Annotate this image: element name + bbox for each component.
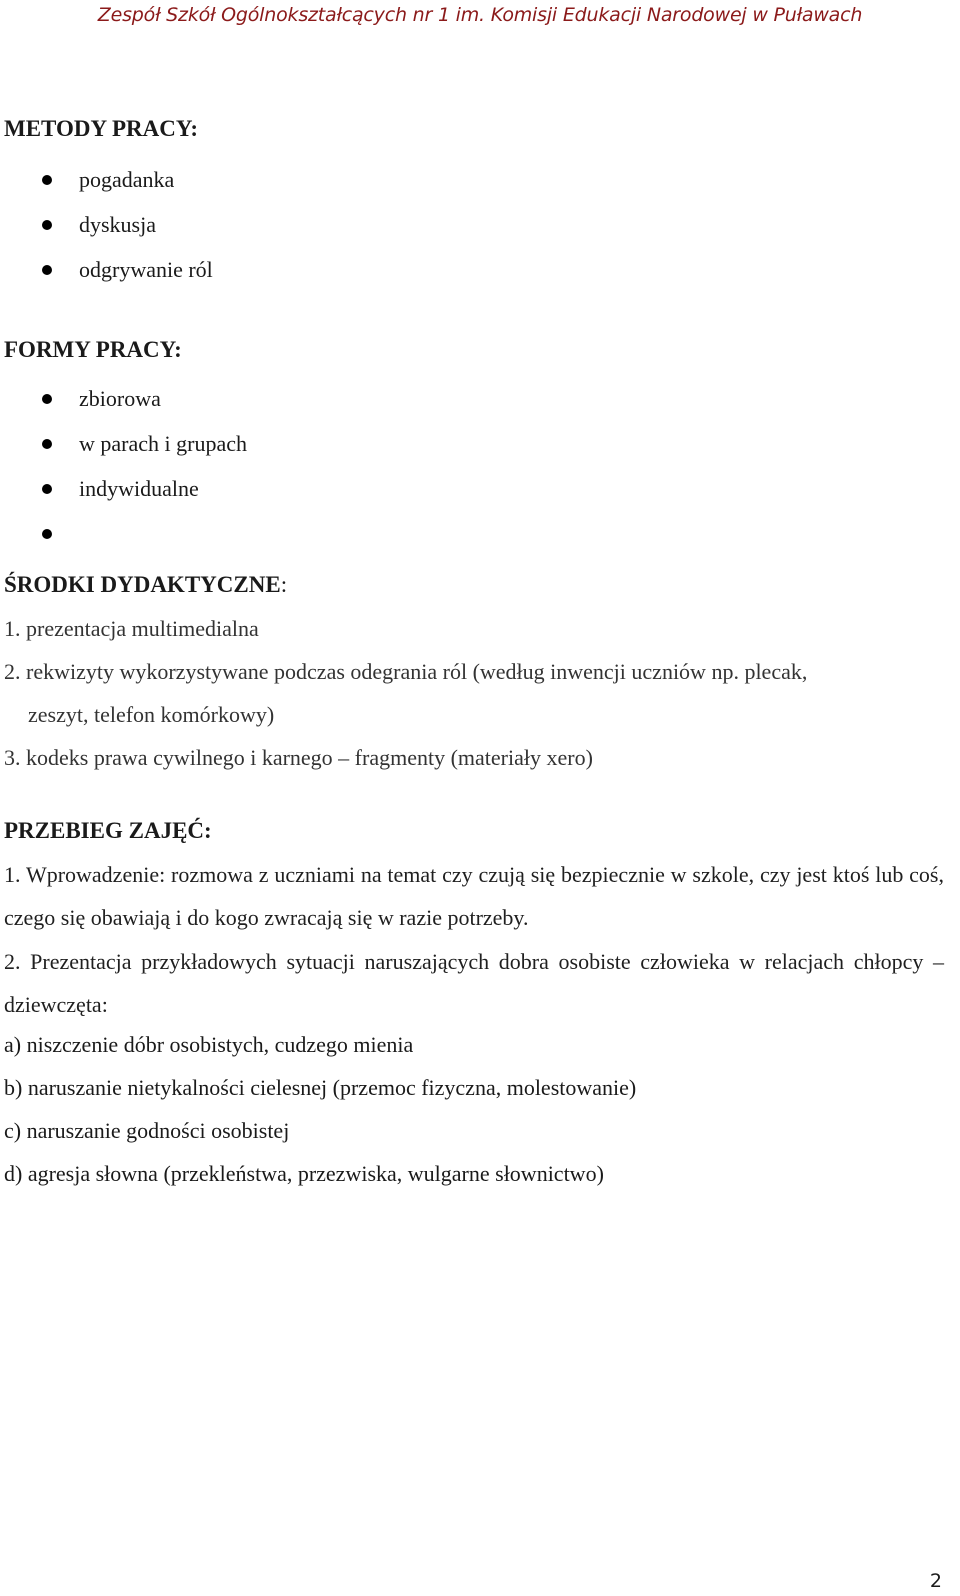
bullet-icon [42,220,52,230]
means-item-2: 2. rekwizyty wykorzystywane podczas odegrania ról (według inwencji uczniów np. plecak, [4,659,808,684]
course-sub-d: d) agresja słowna (przekleństwa, przezwiska, wulgarne słownictwo) [4,1161,604,1186]
means-item-3: 3. kodeks prawa cywilnego i karnego – fragmenty (materiały xero) [4,745,593,770]
bullet-icon [42,265,52,275]
bullet-icon [42,529,52,539]
forms-heading: FORMY PRACY: [4,337,182,362]
bullet-icon [42,394,52,404]
course-sub-a: a) niszczenie dóbr osobistych, cudzego mienia [4,1032,414,1057]
course-sub-c: c) naruszanie godności osobistej [4,1118,290,1143]
bullet-icon [42,175,52,185]
methods-heading: METODY PRACY: [4,116,199,141]
means-item-2-continued: zeszyt, telefon komórkowy) [28,702,275,727]
course-step-1: 1. Wprowadzenie: rozmowa z uczniami na temat czy czują się bezpiecznie w szkole, czy jest ktoś lub coś, czego się obawiają i do kogo zwracają się w razie potrzeby. [4,862,944,930]
course-sub-b: b) naruszanie nietykalności cielesnej (przemoc fizyczna, molestowanie) [4,1075,637,1100]
page-number: 2 [929,1570,942,1592]
course-step-2: 2. Prezentacja przykładowych sytuacji naruszających dobra osobiste człowieka w relacjach chłopcy – dziewczęta: [4,949,944,1017]
page-header: Zespół Szkół Ogólnokształcących nr 1 im. Komisji Edukacji Narodowej w Puławach [97,4,863,26]
means-heading: ŚRODKI DYDAKTYCZNE: [4,572,288,597]
bullet-icon [42,439,52,449]
means-item-1: 1. prezentacja multimedialna [4,616,259,641]
bullet-icon [42,484,52,494]
course-heading: PRZEBIEG ZAJĘĆ: [4,818,212,843]
